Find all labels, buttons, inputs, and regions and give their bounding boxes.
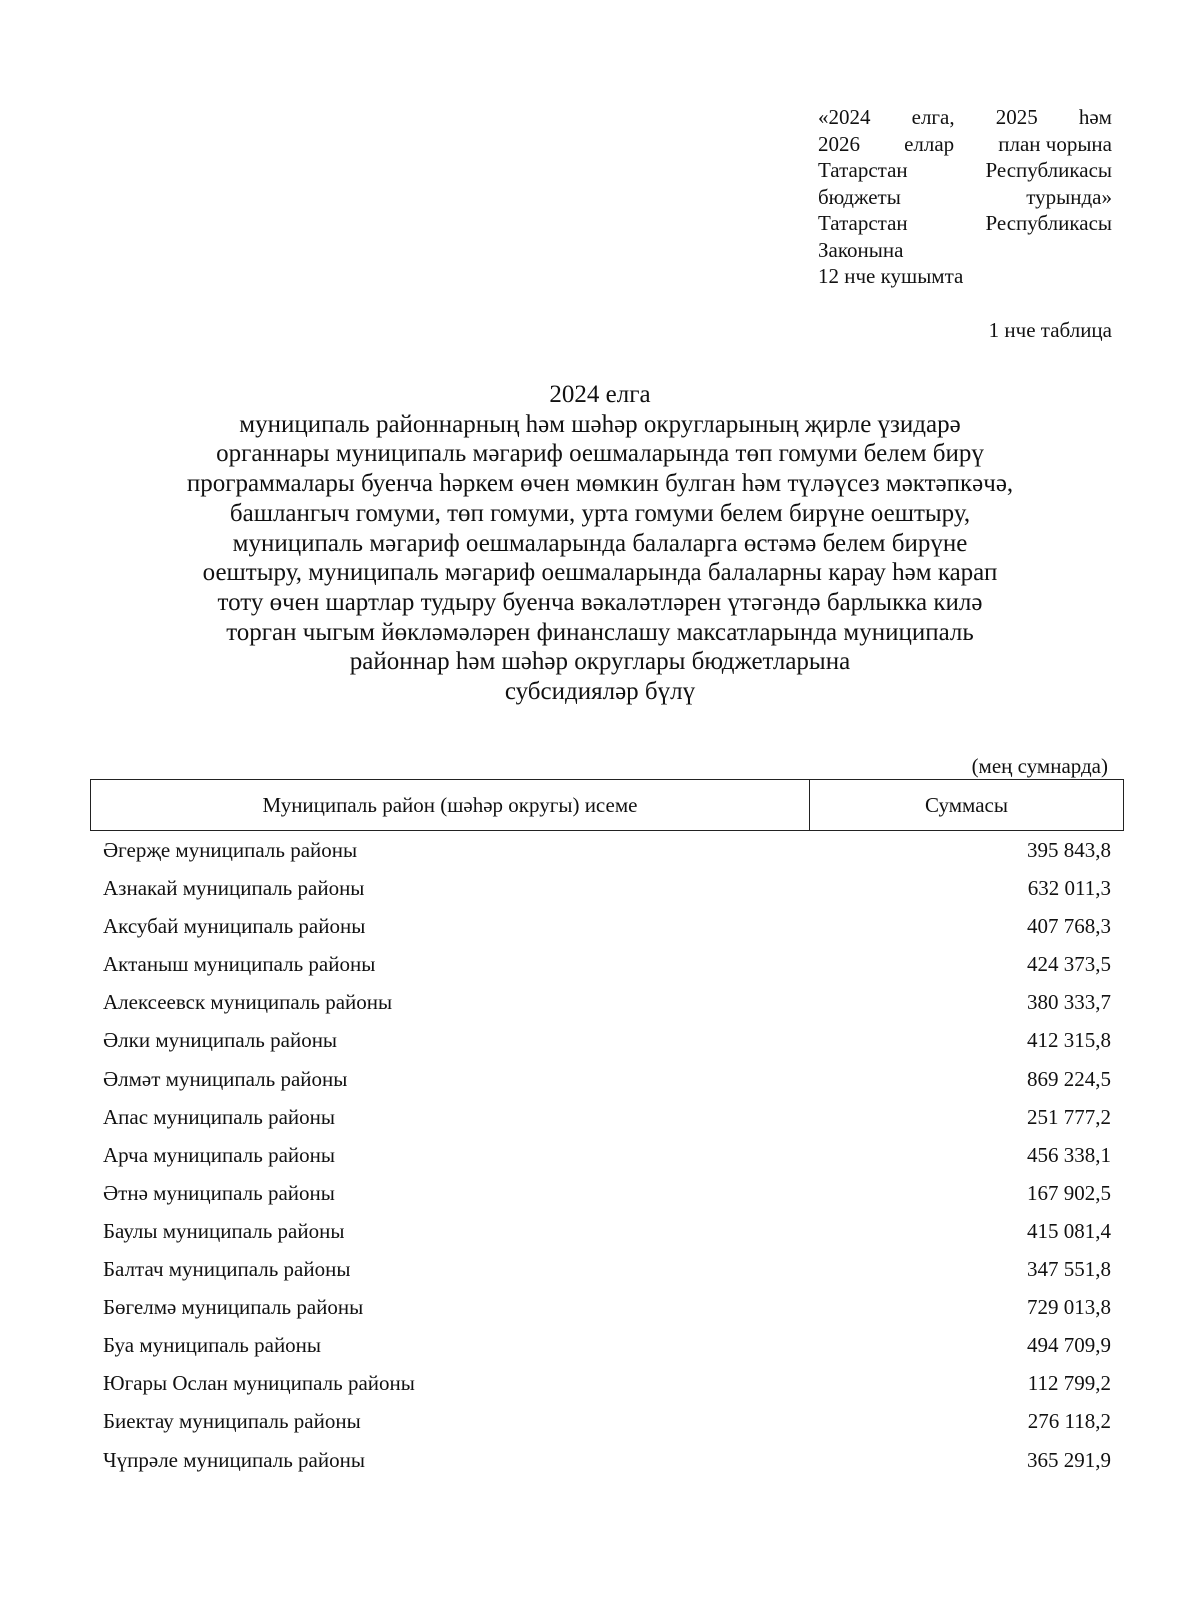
district-amount: 112 799,2 <box>1027 1371 1111 1396</box>
table-row <box>103 1250 1111 1288</box>
district-name: Әлмәт муниципаль районы <box>103 1066 348 1091</box>
table-row <box>103 1136 1111 1174</box>
attachment-line <box>818 210 1112 237</box>
title-line: субсидияләр бүлү <box>504 678 696 706</box>
district-amount: 347 551,8 <box>1027 1257 1111 1282</box>
district-name: Әлки муниципаль районы <box>103 1028 338 1053</box>
district-amount: 415 081,4 <box>1027 1218 1111 1243</box>
district-amount: 424 373,5 <box>1027 952 1111 977</box>
table-row <box>103 1402 1111 1440</box>
district-amount: 276 118,2 <box>1027 1409 1111 1434</box>
table-row <box>103 945 1111 983</box>
district-name: Апас муниципаль районы <box>103 1104 335 1129</box>
attachment-word: Законына <box>818 237 904 262</box>
attachment-line <box>818 131 1112 158</box>
district-amount: 456 338,1 <box>1027 1142 1111 1167</box>
attachment-word: бюджеты <box>818 184 901 209</box>
district-name: Арча муниципаль районы <box>103 1142 335 1167</box>
district-name: Әгерҗе муниципаль районы <box>103 838 358 862</box>
title-line: торган чыгым йөкләмәләрен финанслашу максатларында муниципаль <box>226 618 974 646</box>
title-line: башлангыч гомуми, төп гомуми, урта гомуми белем бирүне оештыру, <box>229 499 971 527</box>
district-amount: 632 011,3 <box>1027 876 1111 901</box>
table-number: 1 нче таблица <box>988 318 1112 342</box>
table-row <box>103 1021 1111 1059</box>
district-amount: 407 768,3 <box>1027 914 1111 939</box>
attachment-word: 2026 <box>818 131 860 156</box>
district-name: Балтач муниципаль районы <box>103 1257 351 1282</box>
attachment-line <box>818 157 1112 184</box>
title-line: районнар һәм шәһәр округлары бюджетларына <box>349 648 851 676</box>
district-amount: 395 843,8 <box>1027 838 1111 862</box>
table-row <box>103 869 1111 907</box>
title-line: муниципаль районнарның һәм шәһәр округларының җирле үзидарә <box>239 410 961 438</box>
district-amount: 412 315,8 <box>1027 1028 1111 1053</box>
table-row <box>103 983 1111 1021</box>
district-amount: 494 709,9 <box>1027 1333 1111 1358</box>
district-name: Актаныш муниципаль районы <box>103 952 376 977</box>
district-amount: 729 013,8 <box>1027 1295 1111 1320</box>
district-name: Бөгелмә муниципаль районы <box>103 1295 364 1320</box>
attachment-word: 2025 <box>995 105 1038 129</box>
title-line: органнары муниципаль мәгариф оешмаларында төп гомуми белем бирү <box>216 440 984 468</box>
district-name: Югары Ослан муниципаль районы <box>103 1371 415 1396</box>
attachment-word: елга, <box>911 105 955 129</box>
table-body <box>103 831 1111 1479</box>
attachment-word: Татарстан <box>818 158 908 182</box>
attachment-line <box>818 237 1112 264</box>
attachment-word: Республикасы <box>985 211 1112 235</box>
attachment-line <box>818 184 1112 211</box>
units-note: (мең сумнарда) <box>971 754 1108 778</box>
attachment-line <box>818 104 1112 131</box>
column-header-sum: Суммасы <box>925 792 1008 817</box>
document-title <box>90 380 1110 707</box>
title-line: муниципаль мәгариф оешмаларында балаларга өстәмә белем бирүне <box>232 529 968 557</box>
table-row <box>103 1060 1111 1098</box>
table-row <box>103 831 1111 869</box>
attachment-line <box>818 263 1112 290</box>
district-amount: 365 291,9 <box>1027 1447 1111 1472</box>
district-amount: 380 333,7 <box>1027 990 1111 1015</box>
column-header-name: Муниципаль район (шәһәр округы) исеме <box>91 780 810 830</box>
district-name: Биектау муниципаль районы <box>103 1409 361 1434</box>
district-name: Буа муниципаль районы <box>103 1333 322 1358</box>
title-line: тоту өчен шартлар тудыру буенча вәкаләтләрен үтәгәндә барлыкка килә <box>217 588 983 616</box>
district-name: Азнакай муниципаль районы <box>103 876 365 901</box>
district-amount: 167 902,5 <box>1027 1180 1111 1205</box>
district-amount: 251 777,2 <box>1027 1104 1111 1129</box>
table-row <box>103 1326 1111 1364</box>
attachment-word: турында» <box>1026 184 1112 209</box>
district-name: Баулы муниципаль районы <box>103 1218 345 1243</box>
table-row <box>103 1174 1111 1212</box>
attachment-word: еллар <box>904 131 955 156</box>
title-line: 2024 елга <box>549 381 651 408</box>
district-name: Чүпрәле муниципаль районы <box>103 1447 365 1472</box>
table-row <box>103 907 1111 945</box>
table-row <box>103 1098 1111 1136</box>
table-row <box>103 1212 1111 1250</box>
table-row <box>103 1441 1111 1479</box>
table-header <box>90 779 1124 831</box>
attachment-word: план чорына <box>998 131 1112 156</box>
attachment-word: Татарстан <box>818 211 908 235</box>
district-amount: 869 224,5 <box>1027 1066 1111 1091</box>
law-attachment-note <box>818 104 1112 290</box>
attachment-word: һәм <box>1078 105 1112 129</box>
attachment-word: «2024 <box>818 105 871 129</box>
table-row <box>103 1364 1111 1402</box>
district-name: Аксубай муниципаль районы <box>103 914 366 939</box>
title-line: оештыру, муниципаль мәгариф оешмаларында балаларны карау һәм карап <box>202 559 998 587</box>
district-name: Алексеевск муниципаль районы <box>103 990 393 1015</box>
attachment-word: Республикасы <box>985 158 1112 182</box>
table-row <box>103 1288 1111 1326</box>
attachment-word: 12 нче кушымта <box>818 264 964 288</box>
title-line: программалары буенча һәркем өчен мөмкин булган һәм түләүсез мәктәпкәчә, <box>186 470 1014 498</box>
district-name: Әтнә муниципаль районы <box>103 1180 335 1205</box>
